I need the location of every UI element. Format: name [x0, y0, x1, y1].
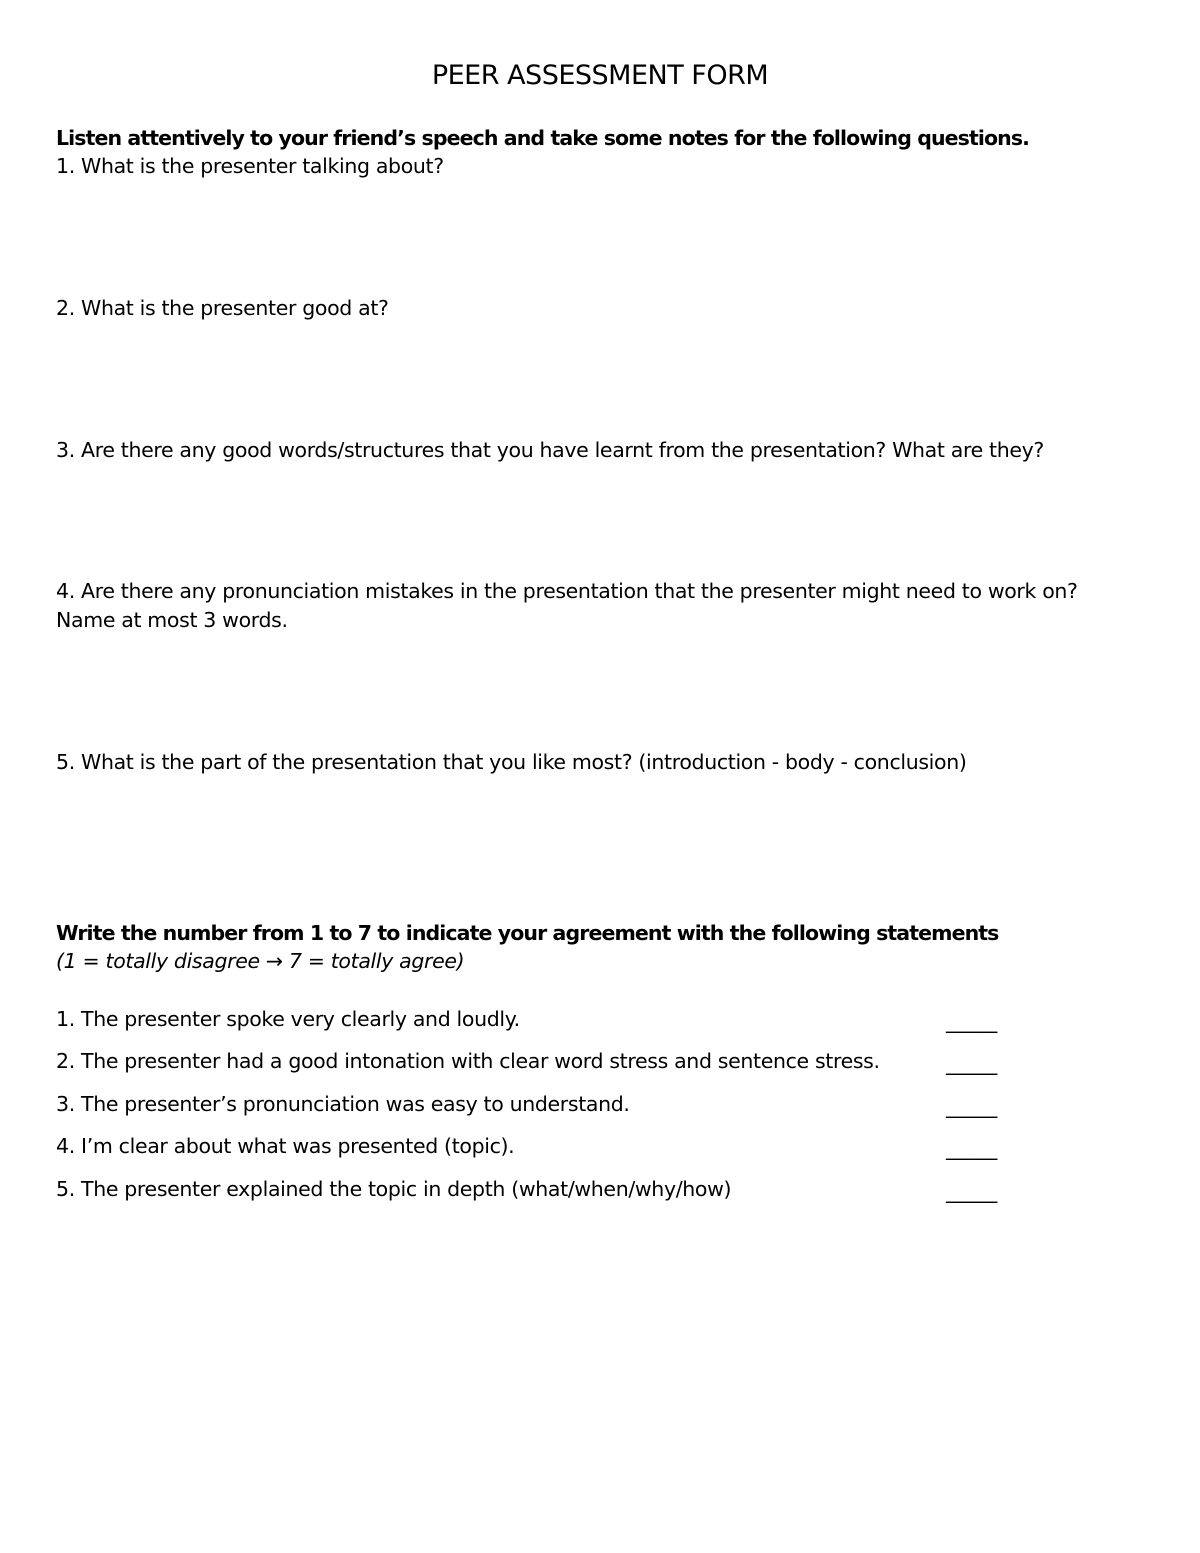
question-2: 2. What is the presenter good at?	[56, 296, 389, 320]
page-title: PEER ASSESSMENT FORM	[431, 60, 769, 91]
statement-1-answer-blank[interactable]: _____	[946, 1009, 998, 1033]
question-3: 3. Are there any good words/structures that you have learnt from the presentation? What are they?	[56, 438, 1044, 462]
section2-instruction: Write the number from 1 to 7 to indicate your agreement with the following statements	[56, 921, 999, 945]
statement-4: 4. I’m clear about what was presented (topic).	[56, 1134, 515, 1158]
statement-5-answer-blank[interactable]: _____	[946, 1179, 998, 1203]
section1-instruction: Listen attentively to your friend’s speech and take some notes for the following questions.	[56, 126, 1030, 150]
statement-4-answer-blank[interactable]: _____	[946, 1136, 998, 1160]
question-4-continuation: Name at most 3 words.	[56, 608, 288, 632]
question-4: 4. Are there any pronunciation mistakes in the presentation that the presenter might need to work on?	[56, 579, 1078, 603]
statement-3: 3. The presenter’s pronunciation was easy to understand.	[56, 1092, 630, 1116]
question-5: 5. What is the part of the presentation that you like most? (introduction - body - conclusion)	[56, 750, 967, 774]
statement-1: 1. The presenter spoke very clearly and loudly.	[56, 1007, 520, 1031]
scale-note: (1 = totally disagree → 7 = totally agree)	[56, 949, 465, 973]
statement-2-answer-blank[interactable]: _____	[946, 1051, 998, 1075]
statement-2: 2. The presenter had a good intonation with clear word stress and sentence stress.	[56, 1049, 880, 1073]
statement-5: 5. The presenter explained the topic in depth (what/when/why/how)	[56, 1177, 732, 1201]
question-1: 1. What is the presenter talking about?	[56, 154, 444, 178]
statement-3-answer-blank[interactable]: _____	[946, 1094, 998, 1118]
